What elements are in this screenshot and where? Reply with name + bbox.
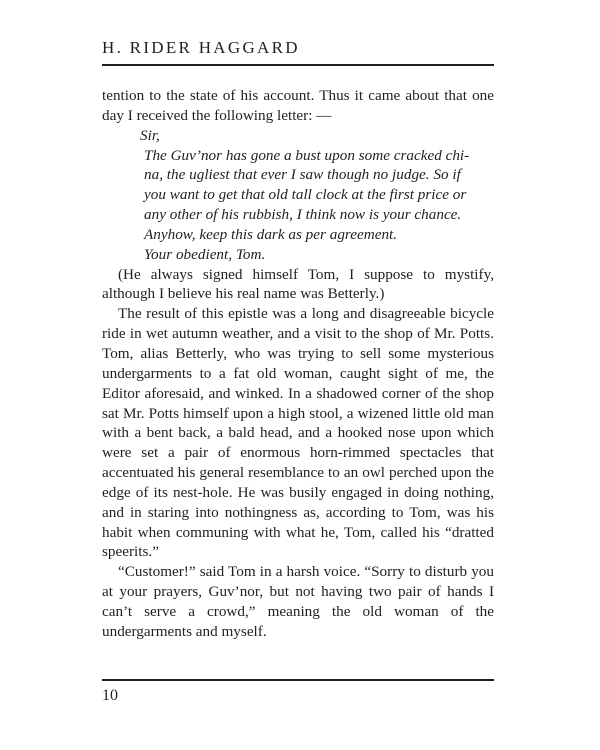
letter-closing: Your obedient, Tom. [144, 245, 266, 263]
letter-line: any other of his rubbish, I think now is your chance. [144, 206, 462, 224]
letter-salutation: Sir, [140, 126, 160, 144]
running-head: H. RIDER HAGGARD [102, 38, 300, 57]
paragraph: “Customer!” said Tom in a harsh voice. “Sorry to disturb you at your prayers, Guv’nor, but not having two pair of hands I can’t serve a crowd,” meaning the old woman of the undergarments and myself. [102, 563, 494, 640]
quoted-letter [140, 126, 494, 265]
page-number: 10 [102, 687, 118, 704]
header-rule [102, 64, 494, 66]
footer-rule [102, 679, 494, 681]
letter-line: you want to get that old tall clock at the first price or [144, 186, 467, 204]
paragraph: The result of this epistle was a long and disagreeable bicycle ride in wet autumn weather, and a visit to the shop of Mr. Potts. Tom, alias Betterly, who was trying to sell some mysterious undergarments to a fat old woman, caught sight of me, the Editor aforesaid, and winked. In a shadowed corner of the shop sat Mr. Potts himself upon a high stool, a wizened little old man with a bent back, a bald head, and a hooked nose upon which were set a pair of enormous horn-rimmed spectacles that accentuated his general resemblance to an owl perched upon the edge of its nest-hole. He was busily engaged in doing nothing, and in staring into nothingness as, according to Tom, was his habit when communing with what he, Tom, called his “dratted speerits.” [102, 305, 494, 561]
letter-line: na, the ugliest that ever I saw though no judge. So if [144, 166, 461, 184]
letter-line: The Guv’nor has gone a bust upon some cracked chi- [144, 146, 470, 164]
paragraph-intro: tention to the state of his account. Thus it came about that one day I received the following letter: — [102, 87, 494, 124]
letter-line: Anyhow, keep this dark as per agreement. [144, 225, 398, 243]
paragraph: (He always signed himself Tom, I suppose to mystify, although I believe his real name was Betterly.) [102, 265, 494, 303]
body-text [102, 86, 494, 642]
